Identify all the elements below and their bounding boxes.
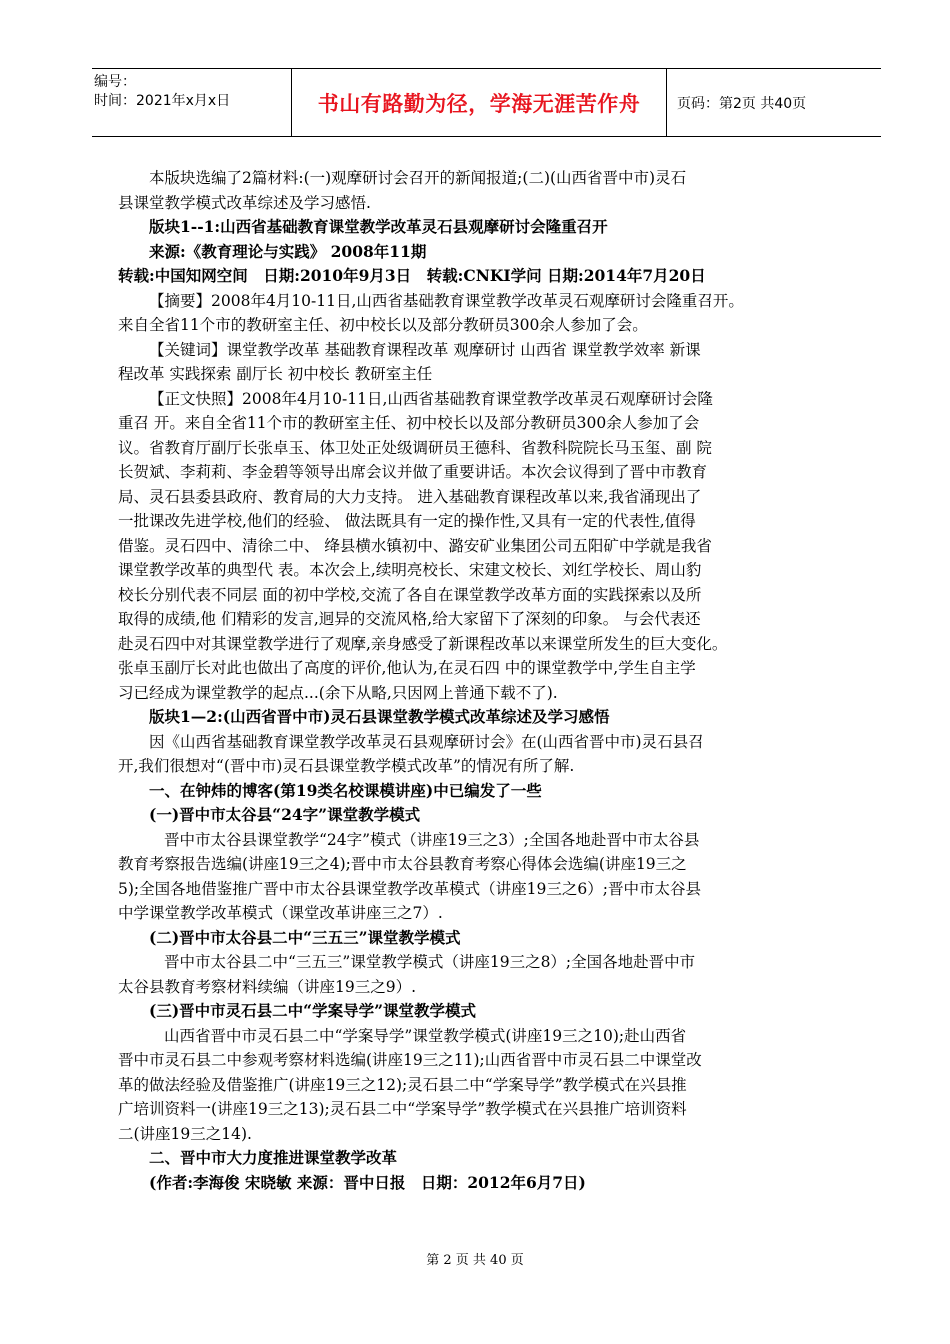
text-line: 来自全省11个市的教研室主任、初中校长以及部分教研员300余人参加了会。 <box>118 316 648 334</box>
text-line: (作者:李海俊 宋晓敏 来源：晋中日报 日期：2012年6月7日) <box>149 1172 586 1192</box>
text-line: 【摘要】2008年4月10-11日,山西省基础教育课堂教学改革灵石观摩研讨会隆重召开。 <box>149 291 744 310</box>
text-line: 因《山西省基础教育课堂教学改革灵石县观摩研讨会》在(山西省晋中市)灵石县召 <box>149 732 704 751</box>
page-footer: 第 2 页 共 40 页 <box>426 1253 524 1268</box>
text-line: 【正文快照】2008年4月10-11日,山西省基础教育课堂教学改革灵石观摩研讨会隆 <box>149 389 713 408</box>
text-line: 校长分别代表不同层 面的初中学校,交流了各自在课堂教学改革方面的实践探索以及所 <box>118 585 702 604</box>
header-motto: 书山有路勤为径，学海无涯苦作舟 <box>291 69 667 136</box>
text-line: 张卓玉副厅长对此也做出了高度的评价,他认为,在灵石四 中的课堂教学中,学生自主学 <box>118 659 696 677</box>
text-line: 程改革 实践探索 副厅长 初中校长 教研室主任 <box>118 365 433 383</box>
text-line: (二)晋中市太谷县二中“三五三”课堂教学模式 <box>149 927 461 947</box>
number-label: 编号： <box>94 74 136 90</box>
text-line: 广培训资料一(讲座19三之13);灵石县二中“学案导学”教学模式在兴县推广培训资料 <box>118 1100 687 1118</box>
text-line: 课堂教学改革的典型代 表。本次会上,续明亮校长、宋建文校长、刘红学校长、周山豹 <box>118 561 702 579</box>
text-line: (一)晋中市太谷县“24字”课堂教学模式 <box>149 805 421 824</box>
text-line: 晋中市灵石县二中参观考察材料选编(讲座19三之11);山西省晋中市灵石县二中课堂改 <box>118 1051 702 1069</box>
text-line: 县课堂教学模式改革综述及学习感悟. <box>118 193 371 212</box>
text-line: 一、在钟炜的博客(第19类名校课模讲座)中已编发了一些 <box>149 780 542 800</box>
text-line: 赴灵石四中对其课堂教学进行了观摩,亲身感受了新课程改革以来课堂所发生的巨大变化。 <box>118 634 728 653</box>
text-line: 【关键词】课堂教学改革 基础教育课程改革 观摩研讨 山西省 课堂教学效率 新课 <box>149 340 701 359</box>
text-line: 一批课改先进学校,他们的经验、 做法既具有一定的操作性,又具有一定的代表性,值得 <box>118 512 696 530</box>
text-line: 局、灵石县委县政府、教育局的大力支持。 进入基础教育课程改革以来,我省涌现出了 <box>118 487 702 506</box>
text-line: 借鉴。灵石四中、清徐二中、 绛县横水镇初中、潞安矿业集团公司五阳矿中学就是我省 <box>118 536 712 555</box>
document-body <box>118 166 860 1195</box>
text-line: 5);全国各地借鉴推广晋中市太谷县课堂教学改革模式（讲座19三之6）;晋中市太谷县 <box>118 879 701 898</box>
text-line: 革的做法经验及借鉴推广(讲座19三之12);灵石县二中“学案导学”教学模式在兴县推 <box>118 1075 687 1094</box>
text-line: 议。省教育厅副厅长张卓玉、体卫处正处级调研员王德科、省教科院院长马玉玺、副 院 <box>118 438 712 457</box>
text-line: 山西省晋中市灵石县二中“学案导学”课堂教学模式(讲座19三之10);赴山西省 <box>164 1026 687 1045</box>
header-meta <box>92 69 291 136</box>
text-line: 晋中市太谷县二中“三五三”课堂教学模式（讲座19三之8）;全国各地赴晋中市 <box>164 953 696 971</box>
text-line: 转载:中国知网空间 日期:2010年9月3日 转载:CNKI学问 日期:2014年7月20日 <box>118 266 706 285</box>
text-line: 二、晋中市大力度推进课堂教学改革 <box>149 1148 398 1167</box>
text-line: 二(讲座19三之14). <box>118 1124 252 1143</box>
text-line: 重召 开。来自全省11个市的教研室主任、初中校长以及部分教研员300余人参加了会 <box>118 414 700 432</box>
header-page-label: 页码：第2页 共40页 <box>677 95 807 112</box>
text-line: 教育考察报告选编(讲座19三之4);晋中市太谷县教育考察心得体会选编(讲座19三之 <box>118 855 687 873</box>
page-header <box>92 68 881 137</box>
text-line: 本版块选编了2篇材料:(一)观摩研讨会召开的新闻报道;(二)(山西省晋中市)灵石 <box>149 169 687 187</box>
text-line: 版块1--1:山西省基础教育课堂教学改革灵石县观摩研讨会隆重召开 <box>149 217 608 236</box>
time-label: 时间：2021年x月x日 <box>94 93 231 109</box>
text-line: (三)晋中市灵石县二中“学案导学”课堂教学模式 <box>149 1001 476 1020</box>
text-line: 习已经成为课堂教学的起点...(余下从略,只因网上普通下载不了). <box>118 683 558 702</box>
text-line: 长贺斌、李莉莉、李金碧等领导出席会议并做了重要讲话。本次会议得到了晋中市教育 <box>118 463 708 481</box>
text-line: 中学课堂教学改革模式（课堂改革讲座三之7）. <box>118 904 443 922</box>
text-line: 来源:《教育理论与实践》 2008年11期 <box>149 241 427 261</box>
text-line: 开,我们很想对“(晋中市)灵石县课堂教学模式改革”的情况有所了解. <box>118 757 575 775</box>
text-line: 晋中市太谷县课堂教学“24字”模式（讲座19三之3）;全国各地赴晋中市太谷县 <box>164 830 700 849</box>
text-line: 取得的成绩,他 们精彩的发言,迥异的交流风格,给大家留下了深刻的印象。 与会代表还 <box>118 610 701 628</box>
text-line: 版块1—2:(山西省晋中市)灵石县课堂教学模式改革综述及学习感悟 <box>149 707 610 726</box>
text-line: 太谷县教育考察材料续编（讲座19三之9）. <box>118 977 417 996</box>
